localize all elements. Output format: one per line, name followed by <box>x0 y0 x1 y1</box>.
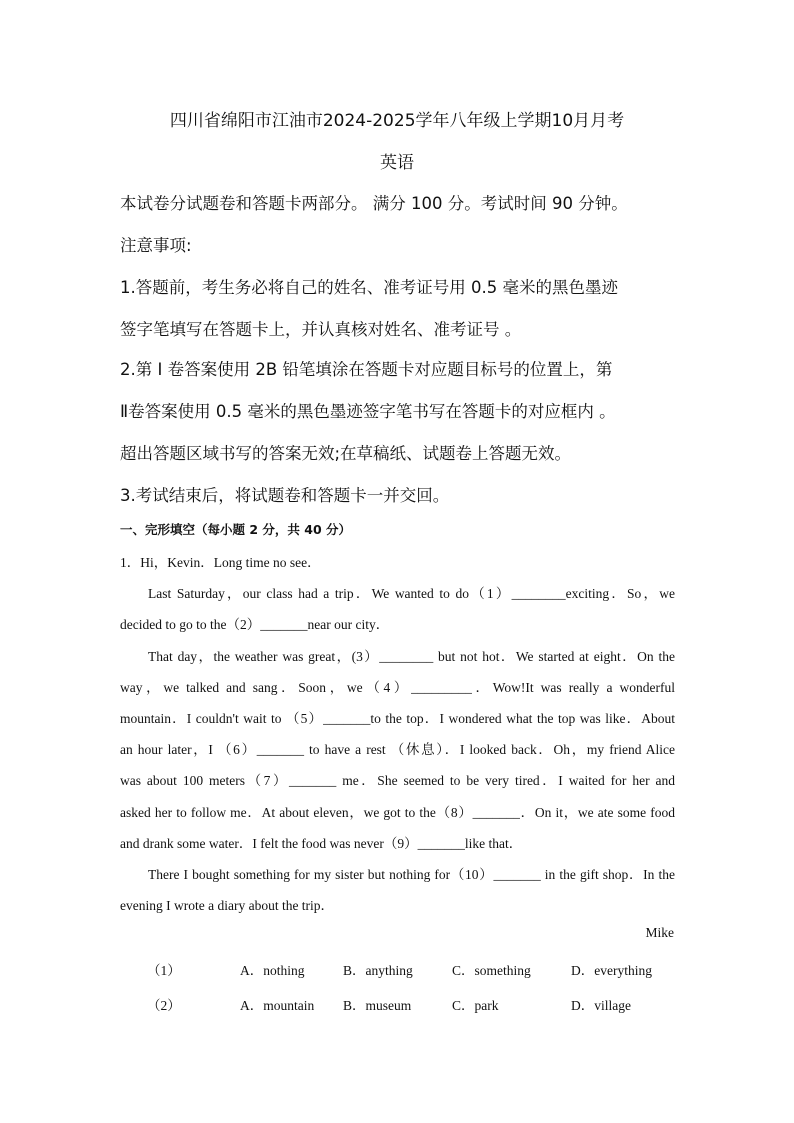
notice-label: 注意事项: <box>120 236 192 255</box>
notice-item-1-line-1: 1.答题前，考生务必将自己的姓名、准考证号用 0.5 毫米的黑色墨迹 <box>120 278 618 297</box>
option-number: （1） <box>147 963 181 978</box>
notice-item-2-line-3: 超出答题区域书写的答案无效;在草稿纸、试题卷上答题无效。 <box>120 444 572 463</box>
passage-line: That day，the weather was great，(3）________ but not hot．We started at eight．On the <box>148 649 675 664</box>
option-number: （2） <box>147 998 181 1013</box>
option-b: B．anything <box>343 963 413 978</box>
notice-item-2-line-2: Ⅱ卷答案使用 0.5 毫米的黑色墨迹签字笔书写在答题卡的对应框内 。 <box>120 402 616 421</box>
passage-line: was about 100 meters（7）_______ me．She seemed to be very tired．I waited for her and <box>120 773 675 788</box>
subject-title: 英语 <box>380 153 414 173</box>
option-b: B．museum <box>343 998 412 1013</box>
question-intro: 1．Hi，Kevin．Long time no see． <box>120 555 321 570</box>
option-c: C．something <box>452 963 531 978</box>
passage-line: an hour later，I （6）_______ to have a rest （休息）．I looked back．Oh，my friend Alice <box>120 742 675 757</box>
option-d: D．everything <box>571 963 652 978</box>
passage-line: decided to go to the（2）_______near our city． <box>120 617 390 632</box>
passage-line: mountain．I couldn't wait to （5）_______to the top．I wondered what the top was like．About <box>120 711 675 726</box>
option-c: C．park <box>452 998 499 1013</box>
passage-line: asked her to follow me．At about eleven，we got to the（8）_______．On it，we ate some food <box>120 805 675 820</box>
signature: Mike <box>645 925 674 940</box>
exam-title: 四川省绵阳市江油市2024-2025学年八年级上学期10月月考 <box>169 111 625 131</box>
passage-line: evening I wrote a diary about the trip． <box>120 898 335 913</box>
notice-item-3: 3.考试结束后，将试题卷和答题卡一并交回。 <box>120 486 450 505</box>
notice-item-2-line-1: 2.第 I 卷答案使用 2B 铅笔填涂在答题卡对应题目标号的位置上，第 <box>120 360 613 379</box>
option-a: A．nothing <box>240 963 305 978</box>
exam-intro: 本试卷分试题卷和答题卡两部分。 满分 100 分。考试时间 90 分钟。 <box>120 194 628 213</box>
option-d: D．village <box>571 998 631 1013</box>
section-heading: 一、完形填空（每小题 2 分，共 40 分） <box>120 522 352 537</box>
passage-line: and drank some water．I felt the food was never（9）_______like that． <box>120 836 523 851</box>
option-a: A．mountain <box>240 998 315 1013</box>
passage-line: Last Saturday，our class had a trip．We wanted to do（1）________exciting．So，we <box>148 586 675 601</box>
passage-line: There I bought something for my sister but nothing for（10）_______ in the gift shop．In the <box>148 867 675 882</box>
passage-line: way，we talked and sang．Soon，we（4）_________．Wow!It was really a wonderful <box>120 680 675 695</box>
notice-item-1-line-2: 签字笔填写在答题卡上，并认真核对姓名、准考证号 。 <box>120 320 522 339</box>
